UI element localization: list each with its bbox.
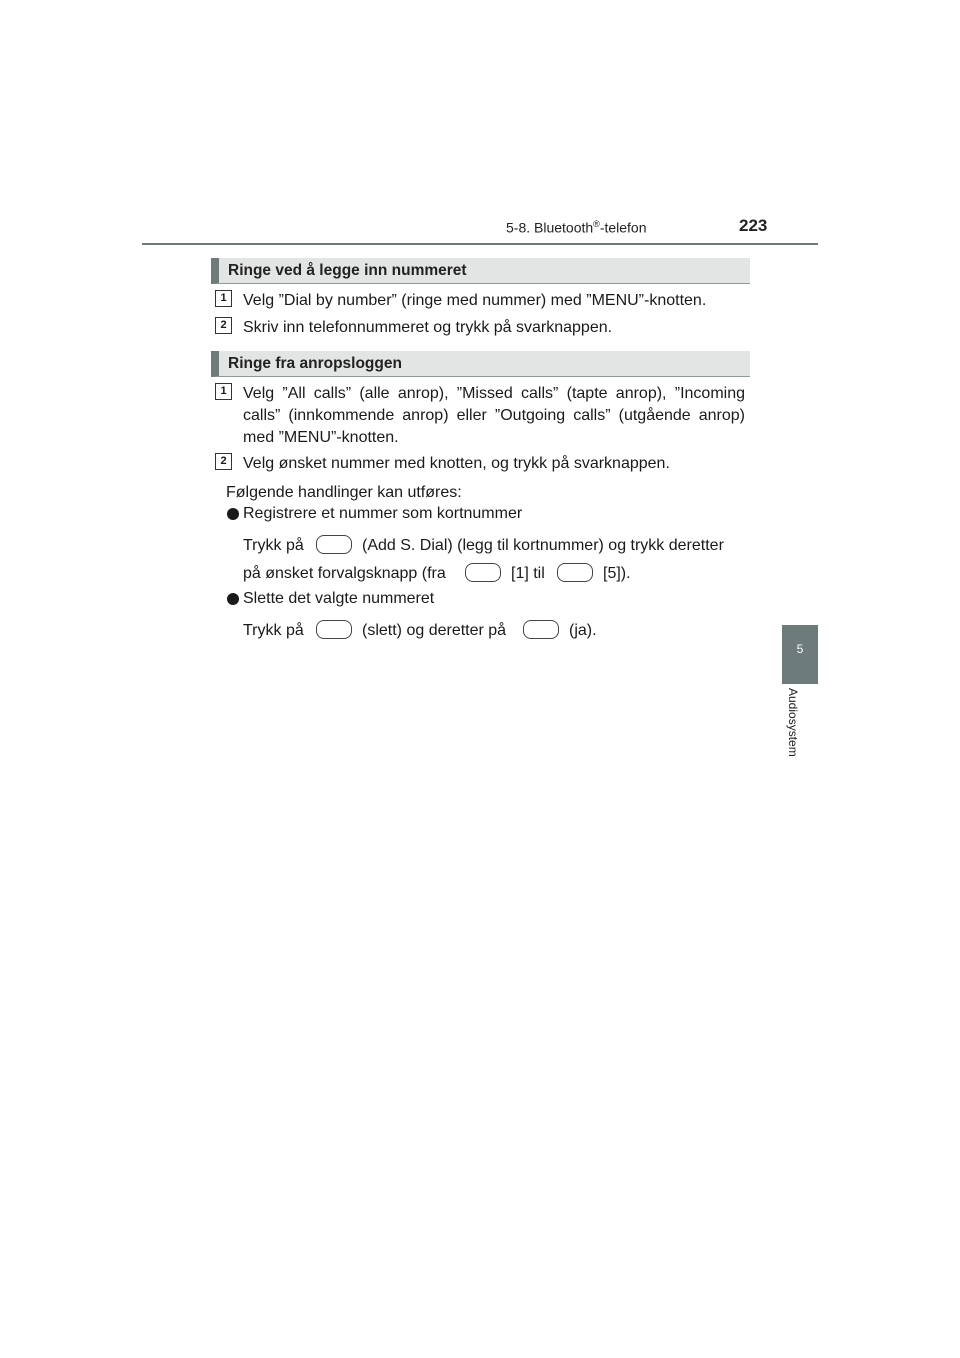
instruction-text: Trykk på xyxy=(243,537,304,554)
registered-mark: ® xyxy=(593,219,600,229)
operation-title: Slette det valgte nummeret xyxy=(243,590,435,607)
operation-title: Registrere et nummer som kortnummer xyxy=(243,505,523,522)
step-text-line: med ”MENU”-knotten. xyxy=(243,429,399,446)
section-heading xyxy=(211,258,750,284)
chapter-tab: 5 xyxy=(782,625,818,684)
bullet-icon xyxy=(227,508,239,520)
screen-button-icon xyxy=(316,535,352,554)
instruction-text: (ja). xyxy=(569,622,597,639)
section-heading-text: Ringe ved å legge inn nummeret xyxy=(228,262,467,279)
section-heading-text: Ringe fra anropsloggen xyxy=(228,355,402,372)
operations-intro: Følgende handlinger kan utføres: xyxy=(226,484,462,501)
instruction-text: (slett) og deretter på xyxy=(362,622,507,639)
section-heading xyxy=(211,351,750,377)
instruction-text: [5]). xyxy=(603,565,631,582)
screen-button-icon xyxy=(557,563,593,582)
instruction-text: på ønsket forvalgsknapp (fra xyxy=(243,565,446,582)
instruction-text: [1] til xyxy=(511,565,545,582)
step-badge: 2 xyxy=(215,453,232,470)
bullet-icon xyxy=(227,593,239,605)
step-text: Skriv inn telefonnummeret og trykk på svarknappen. xyxy=(243,319,613,336)
running-header xyxy=(506,219,647,236)
step-badge: 1 xyxy=(215,383,232,400)
step-badge: 1 xyxy=(215,290,232,307)
header-rule xyxy=(142,243,818,245)
step-text: Velg ønsket nummer med knotten, og trykk på svarknappen. xyxy=(243,455,670,472)
screen-button-icon xyxy=(316,620,352,639)
section-prefix: 5-8. Bluetooth xyxy=(506,219,594,236)
instruction-text: (Add S. Dial) (legg til kortnummer) og trykk deretter xyxy=(362,537,724,554)
section-suffix: -telefon xyxy=(599,219,647,236)
screen-button-icon xyxy=(465,563,501,582)
screen-button-icon xyxy=(523,620,559,639)
step-text-line: Velg ”All calls” (alle anrop), ”Missed calls” (tapte anrop), ”Incoming xyxy=(243,385,745,402)
instruction-text: Trykk på xyxy=(243,622,304,639)
step-text-line: calls” (innkommende anrop) eller ”Outgoing calls” (utgående anrop) xyxy=(243,407,745,424)
page-number: 223 xyxy=(739,216,768,235)
chapter-title-text: Audiosystem xyxy=(786,688,800,757)
step-text: Velg ”Dial by number” (ringe med nummer) med ”MENU”-knotten. xyxy=(243,292,707,309)
step-badge: 2 xyxy=(215,317,232,334)
